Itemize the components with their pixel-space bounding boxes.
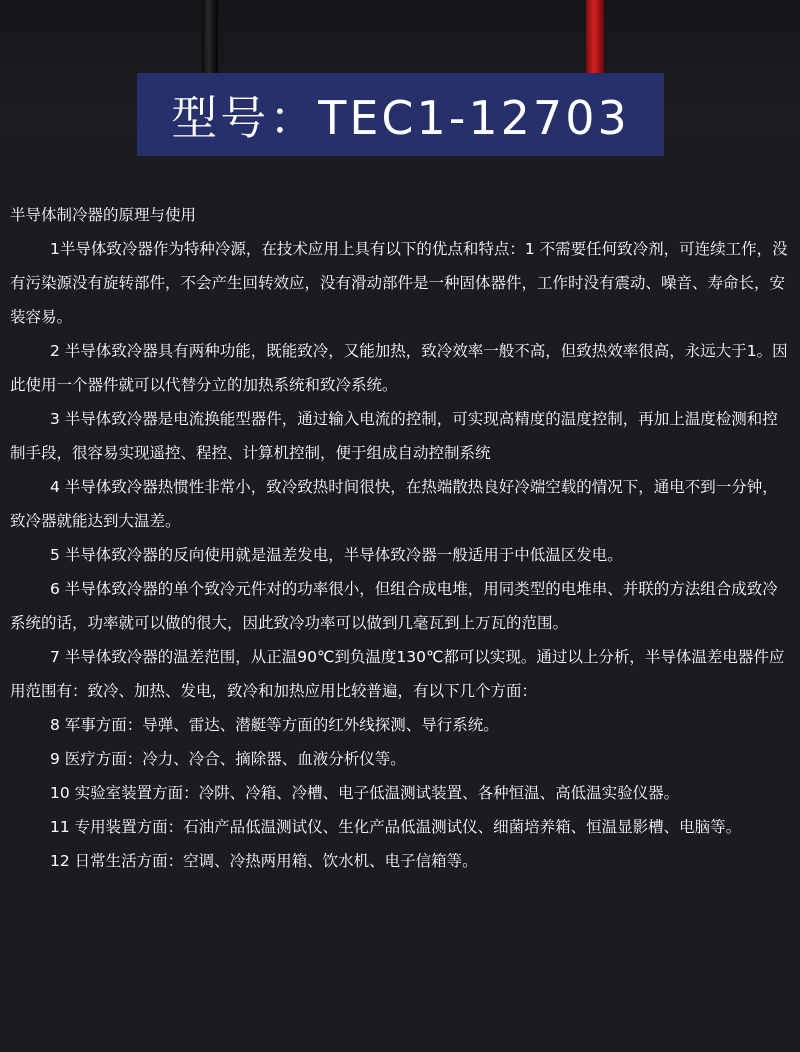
paragraph-3: 3 半导体致冷器是电流换能型器件，通过输入电流的控制，可实现高精度的温度控制，再加上温度检测和控制手段，很容易实现遥控、程控、计算机控制，便于组成自动控制系统 <box>10 410 778 462</box>
paragraph-1: 1半导体致冷器作为特种冷源，在技术应用上具有以下的优点和特点：1 不需要任何致冷剂，可连续工作，没有污染源没有旋转部件，不会产生回转效应，没有滑动部件是一种固体器件，工作时没有震动、噪音、寿命长，安装容易。 <box>10 240 788 326</box>
paragraph-2: 2 半导体致冷器具有两种功能，既能致冷，又能加热，致冷效率一般不高，但致热效率很高，永远大于1。因此使用一个器件就可以代替分立的加热系统和致冷系统。 <box>10 342 788 394</box>
paragraph-7: 7 半导体致冷器的温差范围，从正温90℃到负温度130℃都可以实现。通过以上分析，半导体温差电器件应用范围有：致冷、加热、发电，致冷和加热应用比较普遍，有以下几个方面： <box>10 648 785 700</box>
paragraph-11: 11 专用装置方面：石油产品低温测试仪、生化产品低温测试仪、细菌培养箱、恒温显影槽、电脑等。 <box>50 818 742 836</box>
paragraph-9: 9 医疗方面：冷力、冷合、摘除器、血液分析仪等。 <box>50 750 406 768</box>
paragraph-8: 8 军事方面：导弹、雷达、潜艇等方面的红外线探测、导行系统。 <box>50 716 499 734</box>
paragraph-6: 6 半导体致冷器的单个致冷元件对的功率很小，但组合成电堆，用同类型的电堆串、并联的方法组合成致冷系统的话，功率就可以做的很大，因此致冷功率可以做到几毫瓦到上万瓦的范围。 <box>10 580 778 632</box>
paragraph-4: 4 半导体致冷器热惯性非常小，致冷致热时间很快，在热端散热良好冷端空载的情况下，通电不到一分钟，致冷器就能达到大温差。 <box>10 478 778 530</box>
paragraph-5: 5 半导体致冷器的反向使用就是温差发电，半导体致冷器一般适用于中低温区发电。 <box>50 546 623 564</box>
black-wire-image <box>202 0 218 80</box>
description-section <box>10 198 790 878</box>
model-title-banner: 型号：TEC1-12703 <box>137 73 664 156</box>
red-wire-image <box>586 0 604 80</box>
section-heading: 半导体制冷器的原理与使用 <box>10 206 197 224</box>
paragraph-10: 10 实验室装置方面：冷阱、冷箱、冷槽、电子低温测试装置、各种恒温、高低温实验仪器。 <box>50 784 680 802</box>
paragraph-12: 12 日常生活方面：空调、冷热两用箱、饮水机、电子信箱等。 <box>50 852 478 870</box>
